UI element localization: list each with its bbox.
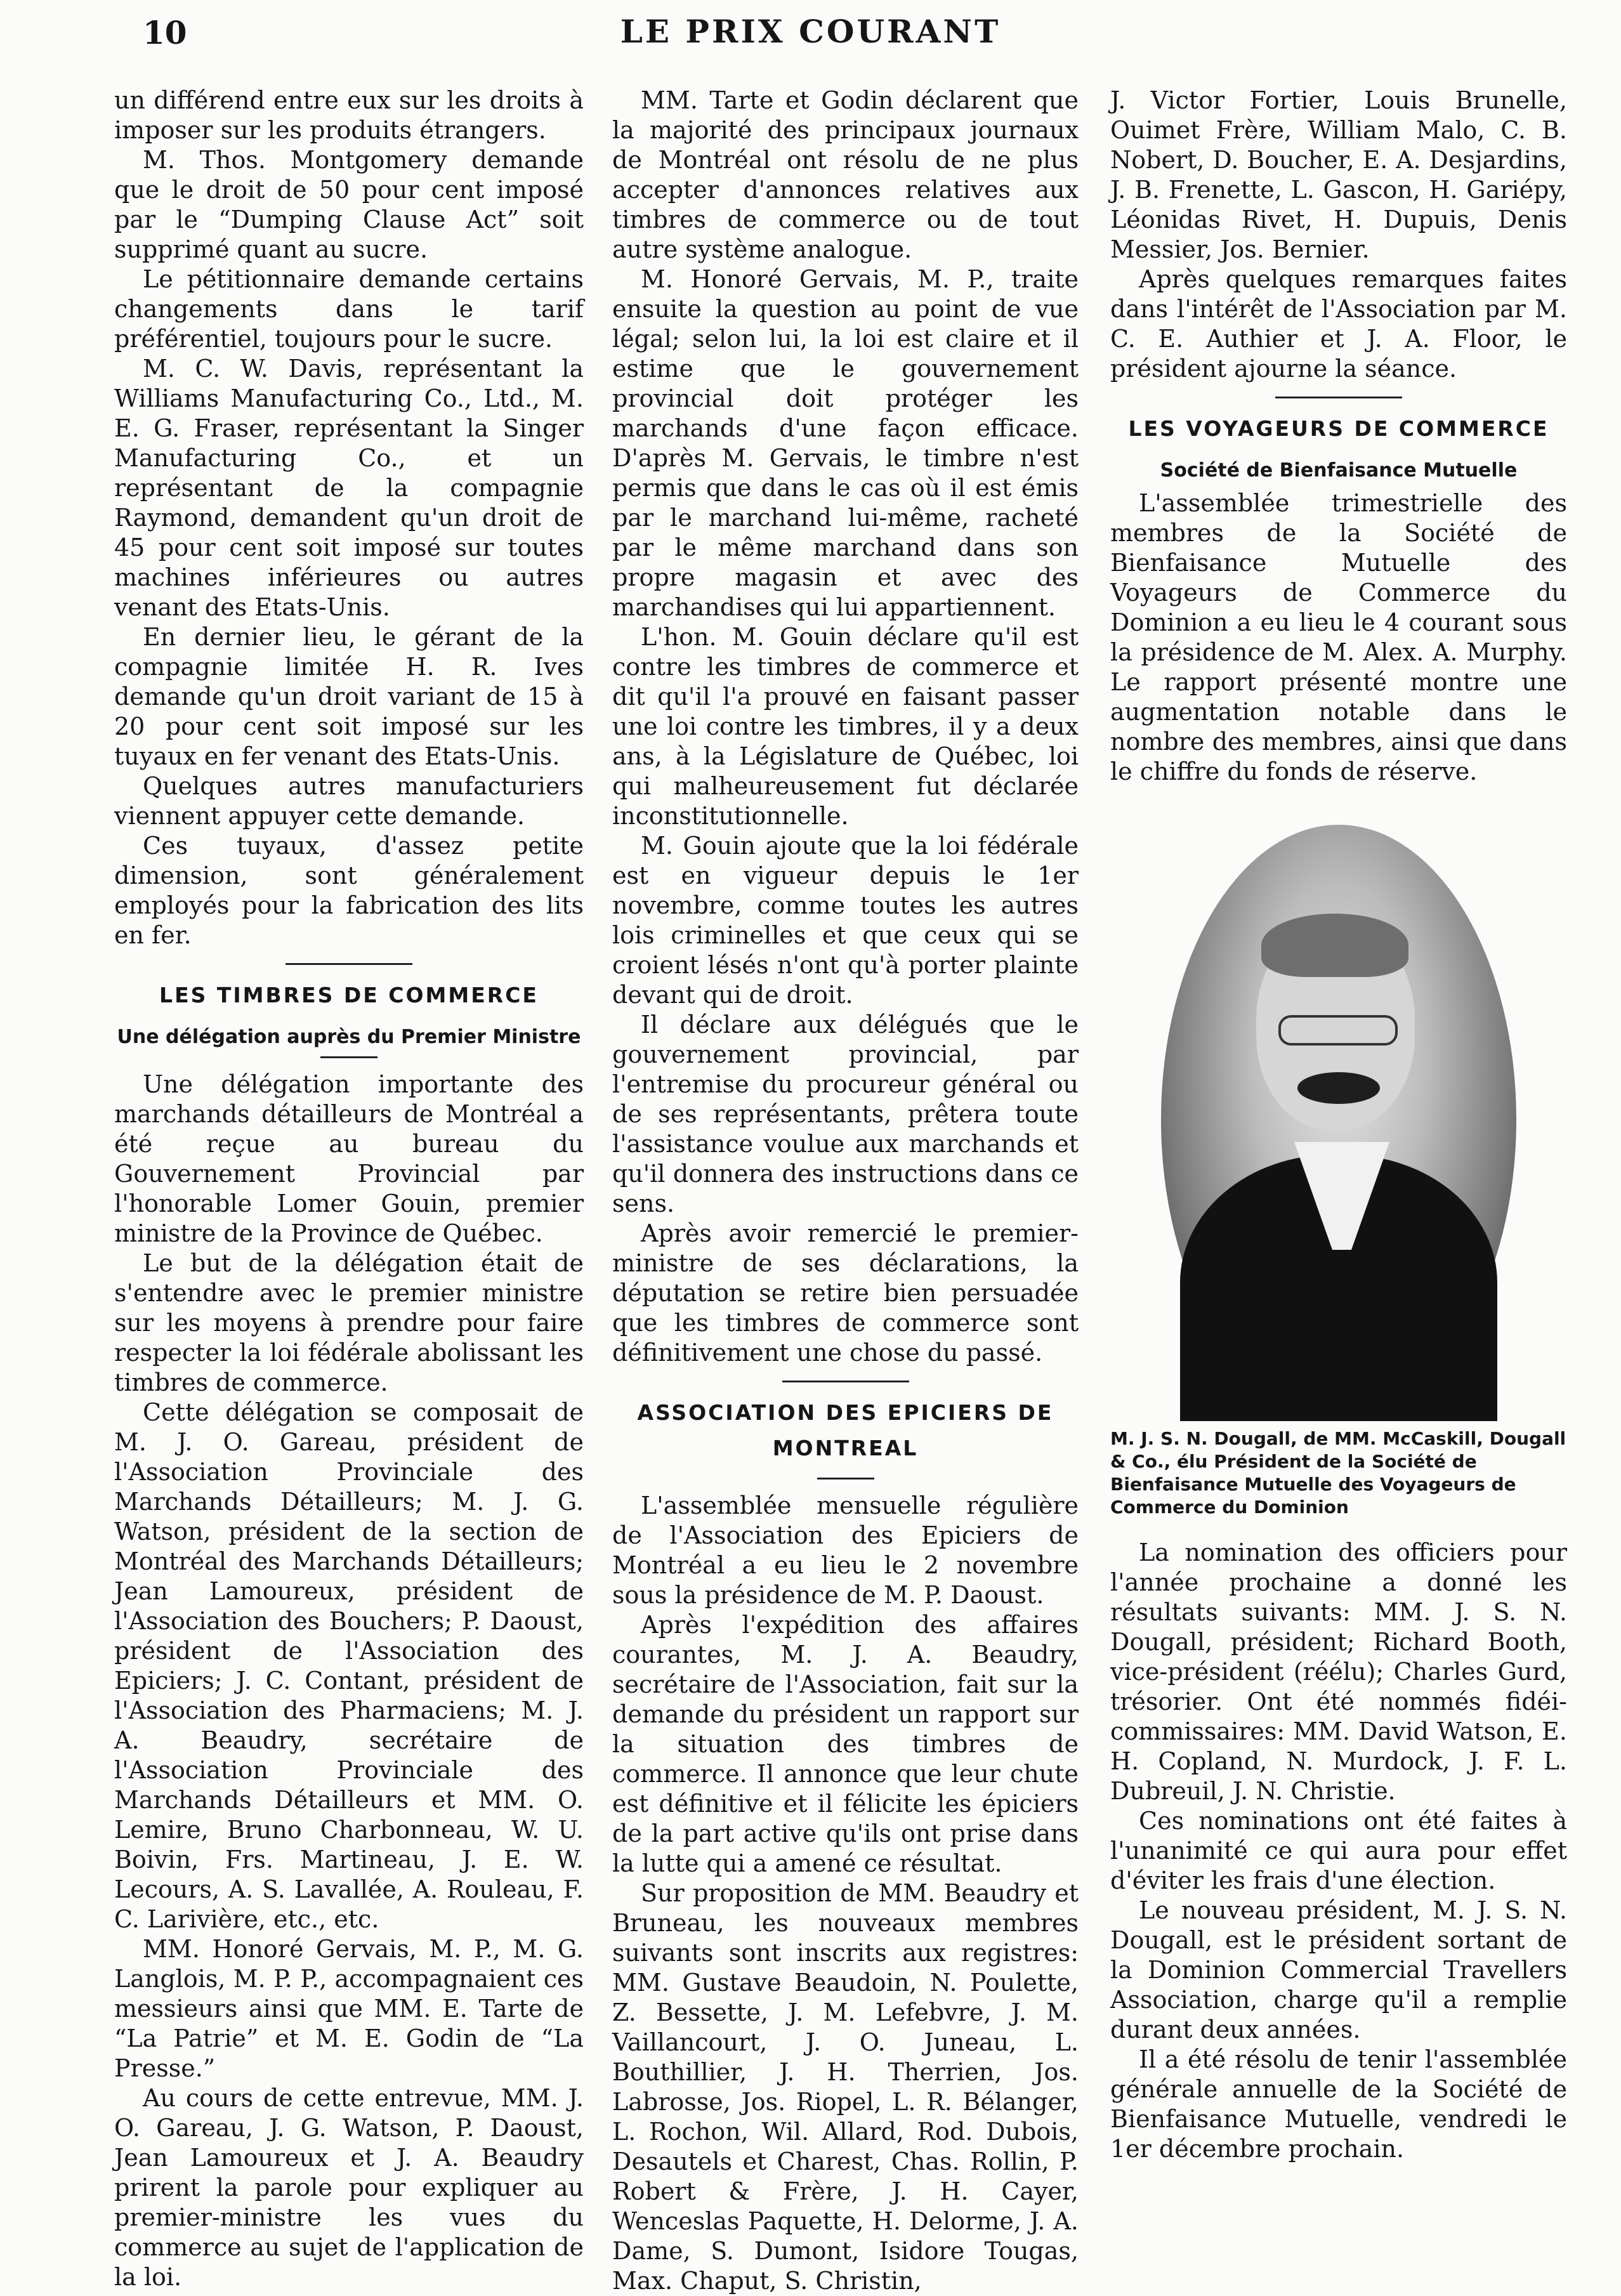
photo-caption: M. J. S. N. Dougall, de MM. McCaskill, Dougall & Co., élu Président de la Société de Bienfaisance Mutuelle des Voyageurs de Commerce du Dominion <box>1110 1428 1566 1518</box>
paragraph: M. C. W. Davis, représentant la Williams Manufacturing Co., Ltd., M. E. G. Fraser, représentant la Singer Manufacturing Co., et un représentant de la compagnie Raymond, demandent qu'un droit de 45 pour cent soit imposé sur toutes machines inférieures ou autres venant des Etats-Unis. <box>114 355 584 621</box>
section-subheading: Une délégation auprès du Premier Ministre <box>117 1026 581 1048</box>
divider <box>817 1478 874 1479</box>
paragraph: Le but de la délégation était de s'entendre avec le premier ministre sur les moyens à prendre pour faire respecter la loi fédérale abolissant les timbres de commerce. <box>114 1249 584 1396</box>
paragraph: MM. Tarte et Godin déclarent que la majorité des principaux journaux de Montréal ont résolu de ne plus accepter d'annonces relatives aux timbres de commerce ou de tout autre système analogue. <box>612 86 1079 263</box>
paragraph: Après l'expédition des affaires courantes, M. J. A. Beaudry, secrétaire de l'Association, fait sur la demande du président un rapport sur la situation des timbres de commerce. Il annonce que leur chute est définitive et il félicite les épiciers de la part active qu'ils ont prise dans la lutte qui a amené ce résultat. <box>612 1611 1079 1877</box>
paragraph: Le pétitionnaire demande certains changements dans le tarif préférentiel, toujours pour le sucre. <box>114 265 584 353</box>
paragraph: M. Thos. Montgomery demande que le droit de 50 pour cent imposé par le “Dumping Clause Act” soit supprimé quant au sucre. <box>114 146 584 263</box>
paragraph: Il déclare aux délégués que le gouvernement provincial, par l'entremise du procureur général ou de ses représentants, prêtera toute l'assistance voulue aux marchands et qu'il donnera des instructions dans ce sens. <box>612 1011 1079 1217</box>
paragraph: Une délégation importante des marchands détailleurs de Montréal a été reçue au bureau du Gouvernement Provincial par l'honorable Lomer Gouin, premier ministre de la Province de Québec. <box>114 1070 584 1247</box>
paragraph: L'assemblée trimestrielle des membres de la Société de Bienfaisance Mutuelle des Voyageurs de Commerce du Dominion a eu lieu le 4 courant sous la présidence de M. Alex. A. Murphy. Le rapport présenté montre une augmentation notable dans le nombre des membres, ainsi que dans le chiffre du fonds de réserve. <box>1110 489 1567 785</box>
page-number: 10 <box>143 14 187 51</box>
paragraph: Il a été résolu de tenir l'assemblée générale annuelle de la Société de Bienfaisance Mutuelle, vendredi le 1er décembre prochain. <box>1110 2045 1567 2163</box>
paragraph: En dernier lieu, le gérant de la compagnie limitée H. R. Ives demande qu'un droit variant de 15 à 20 pour cent soit imposé sur les tuyaux en fer venant des Etats-Unis. <box>114 623 584 770</box>
paragraph: Le nouveau président, M. J. S. N. Dougall, est le président sortant de la Dominion Commercial Travellers Association, charge qu'il a remplie durant deux années. <box>1110 1896 1567 2043</box>
paragraph: Quelques autres manufacturiers viennent appuyer cette demande. <box>114 772 584 830</box>
paragraph: J. Victor Fortier, Louis Brunelle, Ouimet Frère, William Malo, C. B. Nobert, D. Boucher, E. A. Desjardins, J. B. Frenette, L. Gascon, H. Gariépy, Léonidas Rivet, H. Dupuis, Denis Messier, Jos. Bernier. <box>1110 86 1567 263</box>
paragraph: Après quelques remarques faites dans l'intérêt de l'Association par M. C. E. Authier et J. A. Floor, le président ajourne la séance. <box>1110 265 1567 383</box>
paragraph: M. Gouin ajoute que la loi fédérale est en vigueur depuis le 1er novembre, comme toutes les autres lois criminelles et que ceux qui se croient lésés n'ont qu'à porter plainte devant qui de droit. <box>612 832 1079 1009</box>
paragraph: MM. Honoré Gervais, M. P., M. G. Langlois, M. P. P., accompagnaient ces messieurs ainsi que MM. E. Tarte de “La Patrie” et M. E. Godin de “La Presse.” <box>114 1935 584 2082</box>
paragraph: Cette délégation se composait de M. J. O. Gareau, président de l'Association Provinciale des Marchands Détailleurs; M. J. G. Watson, président de la section de Montréal des Marchands Détailleurs; Jean Lamoureux, président de l'Association des Bouchers; P. Daoust, président de l'Association des Epiciers; J. C. Contant, président de l'Association des Pharmaciens; M. J. A. Beaudry, secrétaire de l'Association Provinciale des Marchands Détailleurs et MM. O. Lemire, Bruno Charbonneau, W. U. Boivin, Frs. Martineau, J. E. W. Lecours, A. S. Lavallée, A. Rouleau, F. C. Larivière, etc., etc. <box>114 1398 584 1933</box>
page-title: LE PRIX COURANT <box>620 13 1001 50</box>
paragraph: Au cours de cette entrevue, MM. J. O. Gareau, J. G. Watson, P. Daoust, Jean Lamoureux et J. A. Beaudry prirent la parole pour expliquer au premier-ministre les vues du commerce au sujet de l'application de la loi. <box>114 2084 584 2291</box>
paragraph: un différend entre eux sur les droits à imposer sur les produits étrangers. <box>114 86 584 144</box>
section-divider <box>285 963 412 965</box>
paragraph: Ces tuyaux, d'assez petite dimension, sont généralement employés pour la fabrication des lits en fer. <box>114 832 584 949</box>
paragraph: Après avoir remercié le premier-ministre de ses déclarations, la députation se retire bien persuadée que les timbres de commerce sont définitivement une chose du passé. <box>612 1219 1079 1367</box>
paragraph: L'hon. M. Gouin déclare qu'il est contre les timbres de commerce et dit qu'il l'a prouvé en faisant passer une loi contre les timbres, il y a deux ans, à la Législature de Québec, loi qui malheureusement fut déclarée inconstitutionnelle. <box>612 623 1079 830</box>
section-divider <box>1275 397 1402 398</box>
paragraph: Ces nominations ont été faites à l'unanimité ce qui aura pour effet d'éviter les frais d'une élection. <box>1110 1807 1567 1894</box>
section-subheading: Société de Bienfaisance Mutuelle <box>1160 459 1518 482</box>
section-heading-timbres: LES TIMBRES DE COMMERCE <box>159 983 539 1007</box>
paragraph: Sur proposition de MM. Beaudry et Bruneau, les nouveaux membres suivants sont inscrits aux registres: MM. Gustave Beaudoin, N. Poulette, Z. Bessette, J. M. Lefebvre, J. M. Vaillancourt, J. O. Juneau, L. Bouthillier, J. H. Therrien, Jos. Labrosse, Jos. Riopel, L. R. Bélanger, L. Rochon, Wil. Allard, Rod. Dubois, Desautels et Charest, Chas. Rollin, P. Robert & Frère, J. H. Cayer, Wenceslas Paquette, H. Delorme, J. A. Dame, S. Dumont, Isidore Tougas, Max. Chaput, S. Christin, <box>612 1879 1079 2295</box>
page-header <box>0 0 1621 76</box>
column-3 <box>1110 86 1567 2192</box>
column-1 <box>114 86 584 2291</box>
column-2 <box>612 86 1079 2295</box>
section-heading-epiciers: ASSOCIATION DES EPICIERS DE MONTREAL <box>637 1400 1054 1460</box>
section-divider <box>782 1381 909 1382</box>
paragraph: M. Honoré Gervais, M. P., traite ensuite la question au point de vue légal; selon lui, la loi est claire et il estime que le gouvernement provincial doit protéger les marchands d'une façon efficace. D'après M. Gervais, le timbre n'est permis que dans le cas où il est émis par le marchand lui-même, racheté par le même marchand dans son propre magasin et avec des marchandises qui lui appartiennent. <box>612 265 1079 621</box>
divider <box>320 1056 377 1058</box>
portrait-photo <box>1161 825 1516 1415</box>
section-heading-voyageurs: LES VOYAGEURS DE COMMERCE <box>1128 416 1549 441</box>
paragraph: La nomination des officiers pour l'année prochaine a donné les résultats suivants: MM. J. S. N. Dougall, président; Richard Booth, vice-président (réélu); Charles Gurd, trésorier. Ont été nommés fidéi-commissaires: MM. David Watson, E. H. Copland, N. Murdock, J. F. L. Dubreuil, J. N. Christie. <box>1110 1538 1567 1805</box>
paragraph: L'assemblée mensuelle régulière de l'Association des Epiciers de Montréal a eu lieu le 2 novembre sous la présidence de M. P. Daoust. <box>612 1492 1079 1609</box>
